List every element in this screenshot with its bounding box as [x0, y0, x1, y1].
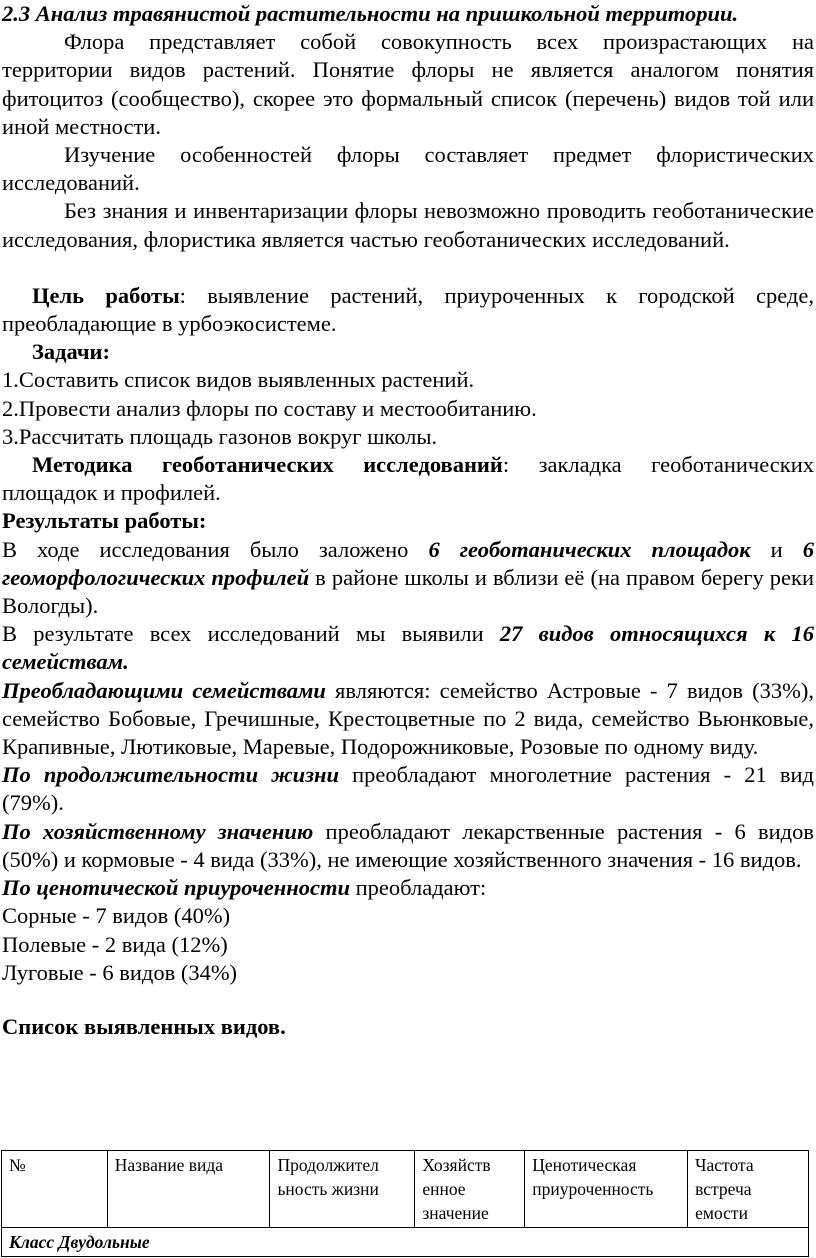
results-highlight: 6 геоморфологических профилей	[2, 536, 814, 590]
results-highlight: 6 геоботанических площадок	[428, 536, 751, 562]
tasks-label: Задачи:	[32, 339, 111, 365]
header-cell-coenotic: Ценотическая приуроченность	[525, 1151, 688, 1228]
header-cell-economic-value: Хозяйств енное значение	[415, 1151, 525, 1228]
results-text: в районе школы и вблизи её (на правом берегу реки Вологды).	[2, 564, 814, 619]
coenotic-item-meadow: Луговые - 6 видов (34%)	[2, 959, 238, 985]
results-highlight: По продолжительности жизни	[2, 762, 339, 788]
results-paragraph-6	[2, 874, 814, 902]
table-header-row	[2, 1151, 809, 1228]
method-label: Методика геоботанических исследований	[32, 452, 503, 478]
results-text: являются: семейство Астровые - 7 видов (33%), семейство Бобовые, Гречишные, Крестоцветные по 2 вида, семейство Вьюнковые, Крапивные, Лютиковые, Маревые, Подорожниковые, Розовые по одному виду.	[2, 677, 814, 760]
goal-label: Цель работы	[32, 282, 180, 308]
intro-paragraph-3: Без знания и инвентаризации флоры невозможно проводить геоботанические исследования, флористика является частью геоботанических исследований.	[2, 198, 814, 252]
method-paragraph	[2, 451, 814, 507]
results-paragraph-3	[2, 677, 814, 762]
results-highlight: 27 видов относящихся к 16 семействам.	[2, 621, 814, 675]
results-text: преобладают лекарственные растения - 6 видов (50%) и кормовые - 4 вида (33%), не имеющие хозяйственного значения - 16 видов.	[2, 818, 814, 872]
results-text: преобладают:	[349, 875, 487, 901]
goal-text: : выявление растений, приуроченных к городской среде, преобладающие в урбоэкосистеме.	[2, 282, 814, 337]
results-heading: Результаты работы:	[2, 508, 207, 534]
task-item-1: 1.Составить список видов выявленных растений.	[2, 367, 475, 393]
header-cell-frequency: Частота встреча емости	[688, 1151, 809, 1228]
species-table	[1, 1150, 809, 1257]
task-item-2: 2.Провести анализ флоры по составу и местообитанию.	[2, 395, 537, 421]
header-cell-lifespan: Продолжител ьность жизни	[270, 1151, 415, 1228]
spacer	[2, 254, 814, 282]
table-row	[2, 1228, 809, 1257]
results-paragraph-5	[2, 818, 814, 874]
intro-paragraph-2: Изучение особенностей флоры составляет предмет флористических исследований.	[2, 142, 814, 196]
results-highlight: По хозяйственному значению	[2, 818, 314, 844]
results-highlight: По ценотической приуроченности	[2, 875, 350, 901]
method-text: : закладка геоботанических площадок и профилей.	[2, 452, 814, 506]
class-dicots-cell: Класс Двудольные	[2, 1228, 809, 1257]
section-heading: 2.3 Анализ травянистой растительности на пришкольной территории.	[2, 1, 739, 26]
results-paragraph-4	[2, 761, 814, 817]
results-text: В результате всех исследований мы выявили	[2, 621, 500, 647]
intro-paragraph-1: Флора представляет собой совокупность всех произрастающих на территории видов растений. Понятие флоры не является аналогом понятия фитоцитоз (сообщество), скорее это формальный список (перечень) видов той или иной местности.	[2, 29, 814, 139]
results-paragraph-2	[2, 620, 814, 676]
tasks-heading	[2, 338, 814, 366]
task-item-3: 3.Рассчитать площадь газонов вокруг школы.	[2, 423, 438, 449]
results-text: и	[750, 536, 803, 562]
spacer	[2, 987, 814, 1013]
coenotic-item-field: Полевые - 2 вида (12%)	[2, 931, 228, 957]
results-highlight: Преобладающими семействами	[2, 677, 326, 703]
goal-paragraph	[2, 282, 814, 338]
header-cell-number: №	[2, 1151, 108, 1228]
species-list-title: Список выявленных видов.	[2, 1013, 286, 1039]
results-text: преобладают многолетние растения - 21 вид (79%).	[2, 762, 814, 816]
results-text: В ходе исследования было заложено	[2, 536, 429, 562]
header-cell-species-name: Название вида	[107, 1151, 270, 1228]
coenotic-item-weeds: Сорные - 7 видов (40%)	[2, 903, 231, 929]
results-paragraph-1	[2, 536, 814, 621]
